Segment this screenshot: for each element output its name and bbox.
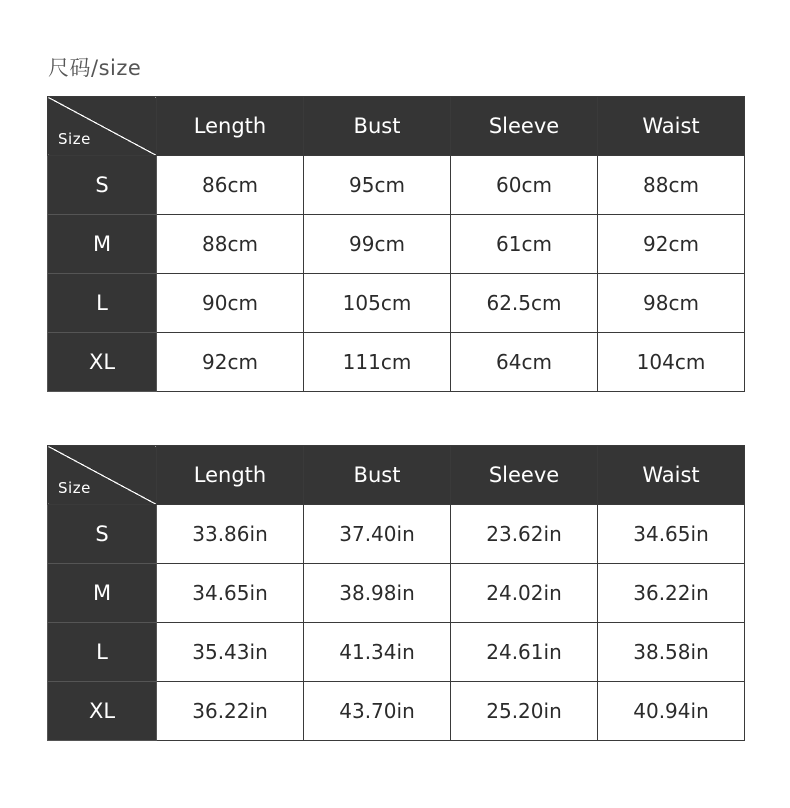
cell-sleeve: 25.20in [451, 682, 598, 741]
cell-sleeve: 24.61in [451, 623, 598, 682]
page-title: 尺码/size [48, 56, 142, 80]
size-label: L [48, 623, 157, 682]
cell-bust: 111cm [304, 333, 451, 392]
cell-bust: 37.40in [304, 505, 451, 564]
cell-length: 34.65in [157, 564, 304, 623]
header-bust: Bust [304, 446, 451, 505]
cell-sleeve: 24.02in [451, 564, 598, 623]
cell-length: 90cm [157, 274, 304, 333]
size-label: XL [48, 333, 157, 392]
size-label: M [48, 215, 157, 274]
cell-length: 36.22in [157, 682, 304, 741]
table-row [48, 505, 745, 564]
corner-cell [48, 446, 157, 505]
table-row [48, 274, 745, 333]
cell-waist: 88cm [598, 156, 745, 215]
cell-sleeve: 64cm [451, 333, 598, 392]
table-row [48, 156, 745, 215]
cell-waist: 36.22in [598, 564, 745, 623]
corner-cell [48, 97, 157, 156]
cell-bust: 38.98in [304, 564, 451, 623]
cell-length: 92cm [157, 333, 304, 392]
size-label: S [48, 505, 157, 564]
cell-bust: 41.34in [304, 623, 451, 682]
cell-waist: 38.58in [598, 623, 745, 682]
cell-bust: 105cm [304, 274, 451, 333]
cell-sleeve: 23.62in [451, 505, 598, 564]
size-label: M [48, 564, 157, 623]
cell-length: 88cm [157, 215, 304, 274]
size-table-in [47, 445, 745, 741]
cell-length: 33.86in [157, 505, 304, 564]
header-waist: Waist [598, 97, 745, 156]
cell-bust: 95cm [304, 156, 451, 215]
cell-sleeve: 62.5cm [451, 274, 598, 333]
cell-waist: 98cm [598, 274, 745, 333]
size-table-cm [47, 96, 745, 392]
header-sleeve: Sleeve [451, 97, 598, 156]
cell-waist: 104cm [598, 333, 745, 392]
header-row [48, 446, 745, 505]
cell-bust: 99cm [304, 215, 451, 274]
cell-length: 35.43in [157, 623, 304, 682]
cell-length: 86cm [157, 156, 304, 215]
table-row [48, 215, 745, 274]
size-label: L [48, 274, 157, 333]
header-length: Length [157, 97, 304, 156]
cell-bust: 43.70in [304, 682, 451, 741]
table-row [48, 623, 745, 682]
table-row [48, 333, 745, 392]
table-row [48, 564, 745, 623]
header-length: Length [157, 446, 304, 505]
size-label: XL [48, 682, 157, 741]
cell-sleeve: 61cm [451, 215, 598, 274]
size-label: S [48, 156, 157, 215]
corner-label: Size [58, 479, 91, 497]
header-bust: Bust [304, 97, 451, 156]
corner-label: Size [58, 130, 91, 148]
cell-waist: 92cm [598, 215, 745, 274]
table-row [48, 682, 745, 741]
cell-sleeve: 60cm [451, 156, 598, 215]
cell-waist: 34.65in [598, 505, 745, 564]
cell-waist: 40.94in [598, 682, 745, 741]
header-waist: Waist [598, 446, 745, 505]
header-row [48, 97, 745, 156]
header-sleeve: Sleeve [451, 446, 598, 505]
